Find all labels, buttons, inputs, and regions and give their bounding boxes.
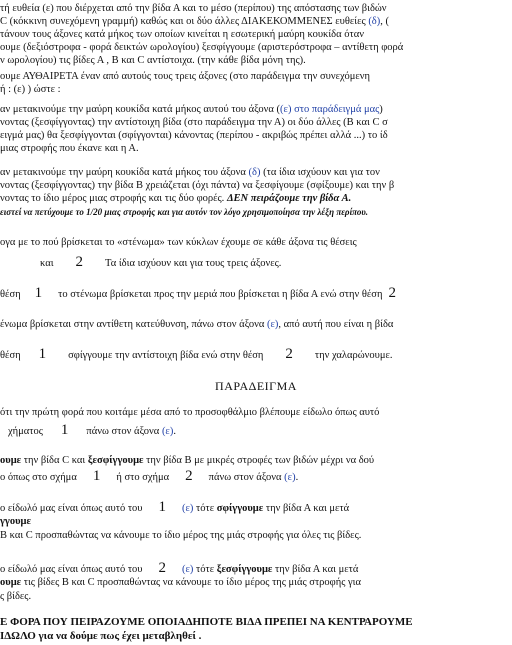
note-line: ειστεί να πετύχουμε το 1/20 μιας στροφής και για αυτόν τον λόγο χρησιμοποίησα την λέξη περίπου.	[0, 207, 369, 217]
text-line: ειγμά μας) θα ξεσφίγγονται (σφίγγονται) κάνοντας (περίπου - ακριβώς πρέπει αλλά ...) το ίδ	[0, 130, 388, 141]
text-line: ουμε την βίδα C και ξεσφίγγουμε την βίδα Β με μικρές στροφές των βιδών μέχρι να δού	[0, 455, 375, 466]
text-line: θέση 1 το στένωμα βρίσκεται προς την μεριά που βρίσκεται η βίδα Α ενώ στην θέση 2	[0, 287, 396, 301]
text-line: ουμε τις βίδες Β και C προσπαθώντας να κάνουμε το ίδιο μέρος της μιάς στροφής για	[0, 577, 361, 588]
text-line: τή ευθεία (ε) που διέρχεται από την βίδα Α και το μέσο (περίπου) της απόστασης των βιδών	[0, 3, 387, 14]
position-number: 2	[75, 256, 84, 270]
text-line: ο είδωλό μας είναι όπως αυτό του 1 (ε) τότε σφίγγουμε την βίδα Α και μετά	[0, 501, 350, 515]
text-line: τάνουν τους άξονες κατά μήκος των οποίων κινείται η εσωτερική μαύρη κουκίδα όταν	[0, 29, 364, 40]
closing-statement: Ε ΦΟΡΑ ΠΟΥ ΠΕΙΡΑΖΟΥΜΕ ΟΠΟΙΑΔΗΠΟΤΕ ΒΙΔΑ ΠΡΕΠΕΙ ΝΑ ΚΕΝΤΡΑΡΟΥΜΕ	[0, 616, 413, 628]
text-line: ουμε ΑΥΘΑΙΡΕΤΑ έναν από αυτούς τους τρεις άξονες (στο παράδειγμα την συνεχόμενη	[0, 71, 370, 82]
text-line: ένωμα βρίσκεται στην αντίθετη κατεύθυνση, πάνω στον άξονα (ε), από αυτή που είναι η βίδα	[0, 319, 394, 330]
text-line: C (κόκκινη συνεχόμενη γραμμή) καθώς και οι δύο άλλες ΔΙΑΚΕΚΟΜΜΕΝΕΣ ευθείες (δ), (	[0, 16, 390, 27]
closing-statement: ΙΔΩΛΟ για να δούμε πως έχει μεταβληθεί .	[0, 630, 202, 642]
text-line: και 2 Τα ίδια ισχύουν και για τους τρεις άξονες.	[40, 256, 282, 270]
text-line: Β και C προσπαθώντας να κάνουμε το ίδιο μέρος της μιάς στροφής για όλες τις βίδες.	[0, 530, 362, 541]
position-number: 2	[388, 287, 396, 301]
text-line: νοντας το ίδιο μέρος μιας στροφής και τις δύο φορές. ΔΕΝ πειράζουμε την βίδα Α.	[0, 193, 352, 204]
text-line: αν μετακινούμε την μαύρη κουκίδα κατά μήκος αυτού του άξονα ((ε) στο παράδειγμά μας)	[0, 104, 383, 115]
text-line: ή : (ε) ) ώστε :	[0, 84, 61, 95]
text-line: χήματος 1 πάνω στον άξονα (ε).	[8, 424, 176, 438]
text-line: ς βίδες.	[0, 591, 32, 602]
position-number: 2	[285, 348, 293, 362]
section-heading: ΠΑΡΑΔΕΙΓΜΑ	[215, 380, 297, 393]
text-line: ογα με το πού βρίσκεται το «στένωμα» των κύκλων έχουμε σε κάθε άξονα τις θέσεις	[0, 237, 357, 248]
text-line: ο είδωλό μας είναι όπως αυτό του 2 (ε) τότε ξεσφίγγουμε την βίδα Α και μετά	[0, 562, 359, 576]
figure-number: 1	[60, 424, 69, 438]
figure-number: 1	[158, 501, 166, 515]
axis-label-d: (δ)	[248, 167, 261, 178]
figure-number: 1	[92, 470, 101, 484]
position-number: 1	[34, 287, 43, 301]
text-line: ν ωρολογίου) τις βίδες Α , Β και C αντίστοιχα. (την κάθε βίδα μόνη της).	[0, 55, 306, 66]
text-line: θέση 1 σφίγγουμε την αντίστοιχη βίδα ενώ στην θέση 2 την χαλαρώνουμε.	[0, 348, 393, 362]
text-line: ότι την πρώτη φορά που κοιτάμε μέσα από το προσοφθάλμιο βλέπουμε είδωλο όπως αυτό	[0, 407, 380, 418]
text-line: μιας στροφής που έκανε και η Α.	[0, 143, 139, 154]
axis-label-e: (ε) στο παράδειγμά μας	[280, 104, 380, 115]
axis-label-d: (δ)	[368, 16, 381, 27]
axis-label-e: (ε)	[182, 564, 194, 575]
text-line: νοντας (ξεσφίγγοντας) την βίδα Β χρειάζεται (όχι πάντα) να ξεσφίγουμε (σφίξουμε) και την β	[0, 180, 395, 191]
text-line: ο όπως στο σχήμα 1 ή στο σχήμα 2 πάνω στον άξονα (ε).	[0, 470, 299, 484]
axis-label-e: (ε)	[284, 472, 296, 483]
emphasis-text: ΔΕΝ πειράζουμε την βίδα Α.	[226, 193, 352, 204]
text-line: ουμε (δεξιόστροφα - φορά δεικτών ωρολογίου) ξεσφίγγουμε (αριστερόστροφα – αντίθετη φορά	[0, 42, 404, 53]
figure-number: 2	[158, 562, 166, 576]
figure-number: 2	[185, 470, 193, 484]
text-line: γγουμε	[0, 516, 31, 527]
position-number: 1	[38, 348, 47, 362]
text-line: αν μετακινούμε την μαύρη κουκίδα κατά μήκος του άξονα (δ) (τα ίδια ισχύουν και για τον	[0, 167, 380, 178]
axis-label-e: (ε)	[161, 426, 174, 437]
axis-label-e: (ε)	[266, 319, 279, 330]
text-line: νοντας (ξεσφίγγοντας) την αντίστοιχη βίδα (στο παράδειγμα την Α) οι δύο άλλες (Β και C σ	[0, 117, 388, 128]
axis-label-e: (ε)	[182, 503, 194, 514]
